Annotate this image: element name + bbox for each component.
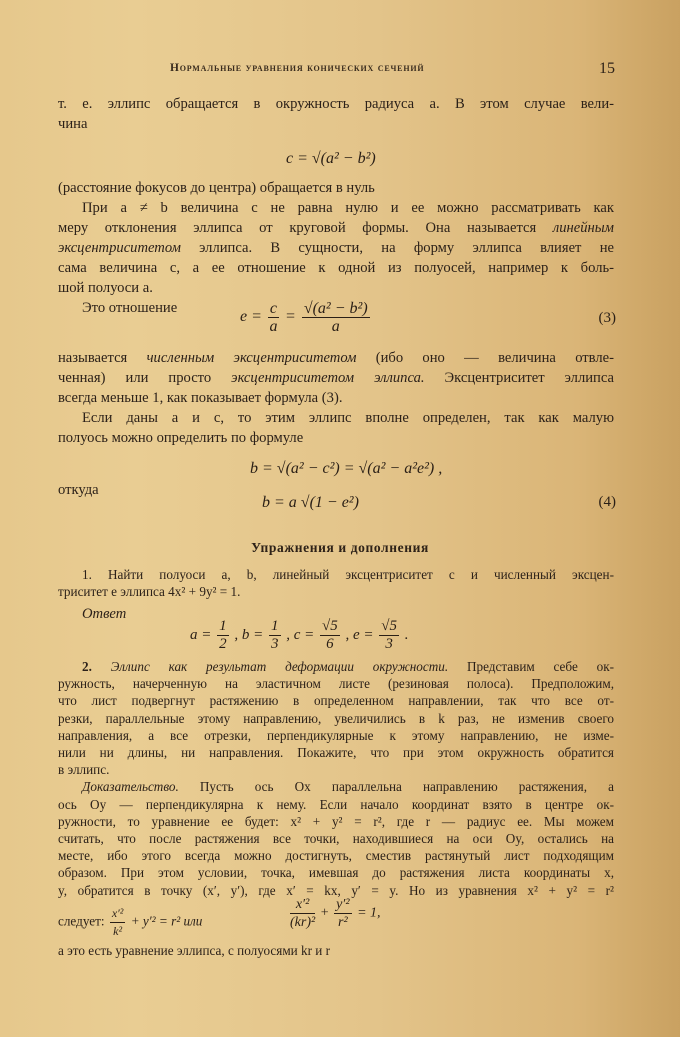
paragraph-5 <box>58 348 614 448</box>
text-line: образом. При этом условии, точка, имевшая до растяжения листа координаты x, <box>58 865 614 881</box>
fraction <box>268 300 279 335</box>
numerator: 1 <box>219 618 227 634</box>
fraction <box>110 905 126 940</box>
text-line: шой полуоси a. <box>58 280 153 296</box>
numerator: x′² <box>290 896 315 914</box>
text-span: меру отклонения эллипса от круговой формы. Она называется <box>58 220 553 236</box>
text-line: сама величина c, а ее отношение к одной из полуосей, например к боль- <box>58 260 614 276</box>
text-line: y, обратится в точку (x′, y′), где x′ = kx, y′ = y. Но из уравнения x² + y² = r² <box>58 882 614 898</box>
page-number: 15 <box>599 60 615 77</box>
page-header <box>118 62 618 82</box>
denominator: a <box>269 318 278 335</box>
ellipse-equation <box>288 896 381 931</box>
text-line: ось Oy — перпендикулярна к нему. Если начало координат взято в центре ок- <box>58 796 614 812</box>
numerator: c <box>269 300 278 317</box>
formula-part: b = a √(1 − e²) <box>262 494 359 511</box>
equation-number: (3) <box>598 310 616 326</box>
exercise-number: 2. <box>82 659 111 674</box>
fraction <box>290 896 315 931</box>
formula-part: + <box>320 905 329 921</box>
text-line: направления, а все отрезки, перпендикулярные к этому направлению, не изме- <box>58 727 614 743</box>
italic-term: численным эксцентриситетом <box>146 350 357 366</box>
text-span: (ибо оно — величина отвле- <box>356 350 614 366</box>
fraction <box>269 618 281 653</box>
denominator: 3 <box>271 636 279 652</box>
denominator: 2 <box>219 636 227 652</box>
fraction <box>379 618 399 653</box>
denominator: k² <box>113 923 123 938</box>
denominator: 3 <box>385 636 393 652</box>
equation-number: (4) <box>598 494 616 510</box>
paragraph-3 <box>58 198 614 298</box>
formula-part: = <box>285 308 296 326</box>
section-heading: Упражнения и дополнения <box>251 540 429 555</box>
formula-c: c = √(a² − b²) <box>286 150 376 167</box>
numerator: y′² <box>336 897 350 912</box>
exercise-title: Эллипс как результат деформации окружности. <box>110 659 449 674</box>
formula-b2 <box>262 494 680 512</box>
numerator: 1 <box>271 618 279 634</box>
text-line: (расстояние фокусов до центра) обращается в нуль <box>58 180 375 196</box>
paragraph-2 <box>58 178 614 198</box>
text-line: ружность, начерченную на эластичном листе (резиновая полоса). Предположим, <box>58 676 614 692</box>
text-line: При a ≠ b величина c не равна нулю и ее можно рассматривать как <box>82 200 614 216</box>
text-span: + y′² = r² или <box>127 913 203 929</box>
denominator: 6 <box>326 636 334 652</box>
formula-part: . <box>404 626 409 643</box>
text-line: резки, параллельные этому направлению, увеличились в k раз, не изменив своего <box>58 710 614 726</box>
text-line: а это есть уравнение эллипса, с полуосями kr и r <box>58 943 331 958</box>
text-line: месте, ибо этого всегда можно достигнуть, сместив растянутый лист подходящим <box>58 848 614 864</box>
numerator: √5 <box>381 618 398 634</box>
fraction <box>217 618 229 653</box>
italic-term: эксцентриситетом <box>58 240 181 256</box>
answer-formula <box>190 618 409 653</box>
text-span: эллипса. В сущности, на форму эллипса влияет не <box>180 240 614 256</box>
proof-label: Доказательство. <box>82 779 179 795</box>
text-line: полуось можно определить по формуле <box>58 430 304 446</box>
fraction <box>334 896 351 931</box>
text-line: считать, что после растяжения все точки, находившиеся на оси Oy, остались на <box>58 831 614 847</box>
text-span: Пусть ось Ox параллельна направлению растяжения, а <box>178 779 614 795</box>
formula-part: , e = <box>345 626 374 643</box>
formula-part: e = <box>240 308 262 326</box>
formula-e <box>240 300 680 335</box>
formula-part: a = <box>190 626 212 643</box>
italic-term: линейным <box>552 220 614 236</box>
formula-b1: b = √(a² − c²) = √(a² − a²e²) , <box>250 460 443 477</box>
text-line: Это отношение <box>82 300 178 316</box>
numerator: √(a² − b²) <box>303 300 368 317</box>
text-span: следует: <box>58 913 108 929</box>
formula-part: = 1, <box>357 905 381 921</box>
numerator: x′² <box>110 905 126 923</box>
text-line: откуда <box>58 482 99 498</box>
text-line: триситет e эллипса 4x² + 9y² = 1. <box>58 584 241 600</box>
text-line: что лист подвергнут растяжению в определенном направлении, так что все от- <box>58 693 614 709</box>
formula-part: , c = <box>286 626 315 643</box>
text-span: называется <box>58 350 147 366</box>
text-span: ченная) или просто <box>58 370 232 386</box>
text-line: нили ни длины, ни направления. Покажите, что при этом окружность обратится <box>58 745 614 761</box>
text-line: Если даны a и c, то этим эллипс вполне определен, так как малую <box>82 410 614 426</box>
text-line: 1. Найти полуоси a, b, линейный эксцентриситет c и численный эксцен- <box>82 567 614 582</box>
text-span: Представим себе ок- <box>448 659 615 674</box>
text-span: Эксцентриситет эллипса <box>424 370 614 386</box>
denominator: a <box>331 318 340 335</box>
formula-part: , b = <box>234 626 264 643</box>
exercise-1 <box>58 566 614 600</box>
text-line: т. е. эллипс обращается в окружность радиуса a. В этом случае вели- <box>58 96 614 112</box>
denominator: r² <box>338 915 348 930</box>
paragraph-1 <box>58 94 614 134</box>
text-line: всегда меньше 1, как показывает формула (3). <box>58 390 343 406</box>
text-line: ружности, то уравнение ее будет: x² + y² = r², где r — радиус ее. Мы можем <box>58 813 614 829</box>
fraction <box>302 300 370 335</box>
fraction <box>320 618 340 653</box>
running-title: Нормальные уравнения конических сечений <box>170 62 425 74</box>
numerator: √5 <box>322 618 338 634</box>
text-line: чина <box>58 116 88 132</box>
closing-line <box>58 942 614 959</box>
italic-term: эксцентриситетом эллипса. <box>231 370 425 386</box>
denominator: (kr)² <box>290 915 316 930</box>
answer-label: Ответ <box>82 606 127 622</box>
text-line: в эллипс. <box>58 762 110 778</box>
